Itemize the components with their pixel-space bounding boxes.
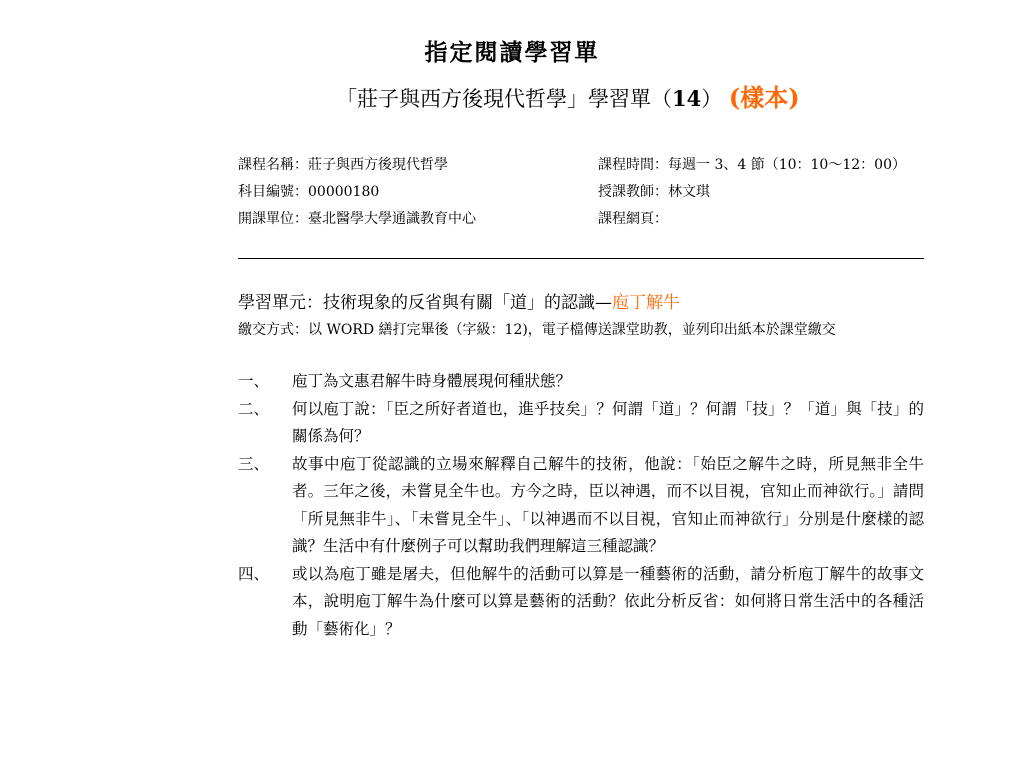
question-number: 二、 xyxy=(238,399,270,418)
subtitle-close: ） xyxy=(701,87,723,111)
course-time: 課程時間：每週一 3、4 節（10：10～12：00） xyxy=(598,157,906,173)
department: 開課單位：臺北醫學大學通識教育中心 xyxy=(238,211,476,227)
course-webpage: 課程網頁： xyxy=(598,211,668,227)
subtitle-number: 14 xyxy=(672,86,702,111)
teacher: 授課教師：林文琪 xyxy=(598,184,710,200)
question-text: 庖丁為文惠君解牛時身體展現何種狀態？ xyxy=(292,372,572,390)
question-text: 何以庖丁說：「臣之所好者道也，進乎技矣」？何謂「道」？何謂「技」？「道」與「技」的關係為何？ xyxy=(292,399,924,445)
info-row xyxy=(238,179,906,206)
divider xyxy=(238,258,924,259)
question-item xyxy=(238,396,924,451)
question-item xyxy=(238,451,924,561)
info-row xyxy=(238,206,906,233)
question-number: 四、 xyxy=(238,564,270,583)
question-text: 或以為庖丁雖是屠夫，但他解牛的活動可以算是一種藝術的活動，請分析庖丁解牛的故事文本，說明庖丁解牛為什麼可以算是藝術的活動？依此分析反省：如何將日常生活中的各種活動「藝術化」？ xyxy=(292,564,924,638)
course-id: 科目編號：00000180 xyxy=(238,184,380,200)
course-info xyxy=(238,152,906,233)
learning-unit xyxy=(238,288,680,313)
submit-method: 繳交方式：以 WORD 繕打完畢後（字級：12)，電子檔傳送課堂助教，並列印出紙本於課堂繳交 xyxy=(238,322,836,338)
worksheet-subtitle xyxy=(336,78,800,113)
question-item xyxy=(238,368,924,396)
unit-label: 學習單元：技術現象的反省與有關「道」的認識— xyxy=(238,293,612,313)
question-number: 三、 xyxy=(238,454,270,473)
page-title: 指定閱讀學習單 xyxy=(424,39,600,66)
question-number: 一、 xyxy=(238,372,270,390)
subtitle-main: 「莊子與西方後現代哲學」學習單（ xyxy=(336,87,672,111)
question-item xyxy=(238,561,924,644)
question-list xyxy=(238,368,924,643)
info-row xyxy=(238,152,906,179)
sample-label: (樣本) xyxy=(728,83,800,112)
unit-highlight: 庖丁解牛 xyxy=(612,293,680,313)
course-name: 課程名稱：莊子與西方後現代哲學 xyxy=(238,157,448,173)
question-text: 故事中庖丁從認識的立場來解釋自己解牛的技術，他說：「始臣之解牛之時，所見無非全牛者。三年之後，未嘗見全牛也。方今之時，臣以神遇，而不以目視，官知止而神欲行。」請問「所見無非牛」、「未嘗見全牛」、「以神遇而不以目視，官知止而神欲行」分別是什麼樣的認識？生活中有什麼例子可以幫助我們理解這三種認識？ xyxy=(292,454,924,555)
